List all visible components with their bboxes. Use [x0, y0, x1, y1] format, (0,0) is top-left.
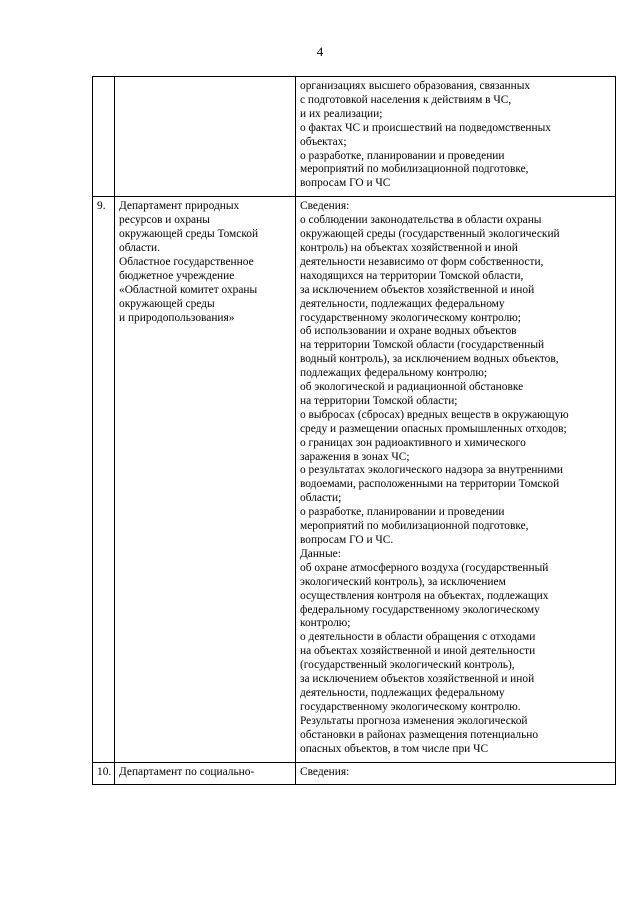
information-line: Сведения:: [300, 765, 350, 778]
information-line: окружающей среды (государственный экологический: [300, 228, 560, 241]
information-line: о разработке, планировании и проведении: [300, 149, 505, 162]
information-line: вопросам ГО и ЧС.: [300, 534, 394, 546]
information-line: (государственный экологический контроль),: [300, 659, 515, 672]
information-line: за исключением объектов хозяйственной и иной: [300, 283, 535, 296]
organization-line: окружающей среды: [119, 297, 215, 310]
information-line: Данные:: [300, 547, 341, 560]
row-number-cell: 9.: [93, 197, 115, 762]
information-line: организациях высшего образования, связанных: [300, 80, 531, 92]
information-line: на объектах хозяйственной и иной деятельности: [300, 645, 536, 658]
organization-line: «Областной комитет охраны: [119, 283, 258, 296]
information-line: Результаты прогноза изменения экологической: [300, 714, 528, 727]
information-line: о фактах ЧС и происшествий на подведомственных: [300, 121, 551, 134]
information-line: государственному экологическому контролю;: [300, 311, 521, 324]
information-line: контроль) на объектах хозяйственной и иной: [300, 241, 518, 254]
information-line: о деятельности в области обращения с отходами: [300, 631, 536, 644]
table-row: [93, 762, 616, 785]
organization-cell: [115, 77, 296, 197]
information-line: мероприятий по мобилизационной подготовке,: [300, 520, 529, 533]
row-number-cell: 10.: [93, 762, 115, 785]
information-line: обстановки в районах размещения потенциально: [300, 728, 539, 741]
organization-line: Департамент по социально-: [119, 765, 255, 778]
row-number-cell: [93, 77, 115, 197]
organization-line: бюджетное учреждение: [119, 269, 235, 282]
information-line: экологический контроль), за исключением: [300, 575, 506, 588]
organization-line: окружающей среды Томской: [119, 228, 259, 241]
information-line: объектах;: [300, 135, 347, 148]
information-line: вопросам ГО и ЧС: [300, 177, 391, 190]
information-line: заражения в зонах ЧС;: [300, 450, 410, 463]
organization-line: области.: [119, 241, 160, 254]
information-line: подлежащих федеральному контролю;: [300, 367, 487, 380]
organization-cell: [115, 197, 296, 762]
information-line: об охране атмосферного воздуха (государственный: [300, 561, 549, 574]
information-line: Сведения:: [300, 200, 350, 213]
information-line: о разработке, планировании и проведении: [300, 506, 505, 519]
information-line: о соблюдении законодательства в области охраны: [300, 214, 542, 227]
information-line: об использовании и охране водных объектов: [300, 325, 517, 338]
table-row: [93, 197, 616, 762]
information-line: о выбросах (сбросах) вредных веществ в окружающую: [300, 408, 569, 421]
organization-line: Областное государственное: [119, 255, 254, 268]
information-line: на территории Томской области;: [300, 394, 458, 407]
information-line: государственному экологическому контролю.: [300, 700, 521, 713]
information-line: и их реализации;: [300, 107, 383, 120]
organization-line: и природопользования»: [119, 311, 235, 324]
organization-cell: [115, 762, 296, 785]
information-line: среду и размещении опасных промышленных отходов;: [300, 422, 567, 435]
information-line: опасных объектов, в том числе при ЧС: [300, 742, 489, 755]
information-cell: [296, 762, 616, 785]
information-line: деятельности, подлежащих федеральному: [300, 686, 505, 699]
information-line: на территории Томской области (государственный: [300, 339, 545, 352]
organization-line: ресурсов и охраны: [119, 214, 210, 227]
information-line: водоемами, расположенными на территории Томской: [300, 478, 560, 491]
information-line: деятельности, подлежащих федеральному: [300, 297, 505, 310]
information-line: области;: [300, 492, 342, 505]
information-line: находящихся на территории Томской области,: [300, 269, 524, 282]
information-line: деятельности независимо от форм собственности,: [300, 255, 544, 268]
table-row: [93, 77, 616, 197]
information-line: об экологической и радиационной обстановке: [300, 381, 524, 394]
information-line: о результатах экологического надзора за внутренними: [300, 464, 564, 477]
information-line: за исключением объектов хозяйственной и иной: [300, 673, 535, 686]
information-line: контролю;: [300, 617, 351, 630]
information-line: о границах зон радиоактивного и химического: [300, 436, 526, 449]
information-line: с подготовкой населения к действиям в ЧС,: [300, 93, 512, 106]
page-number: 4: [316, 44, 324, 59]
information-line: мероприятий по мобилизационной подготовке,: [300, 163, 529, 176]
information-cell: [296, 197, 616, 762]
information-cell: [296, 77, 616, 197]
document-table: [92, 76, 616, 785]
information-line: федеральному государственному экологическому: [300, 603, 540, 616]
organization-line: Департамент природных: [119, 200, 240, 213]
information-line: водный контроль), за исключением водных объектов,: [300, 353, 559, 366]
information-line: осуществления контроля на объектах, подлежащих: [300, 589, 549, 602]
